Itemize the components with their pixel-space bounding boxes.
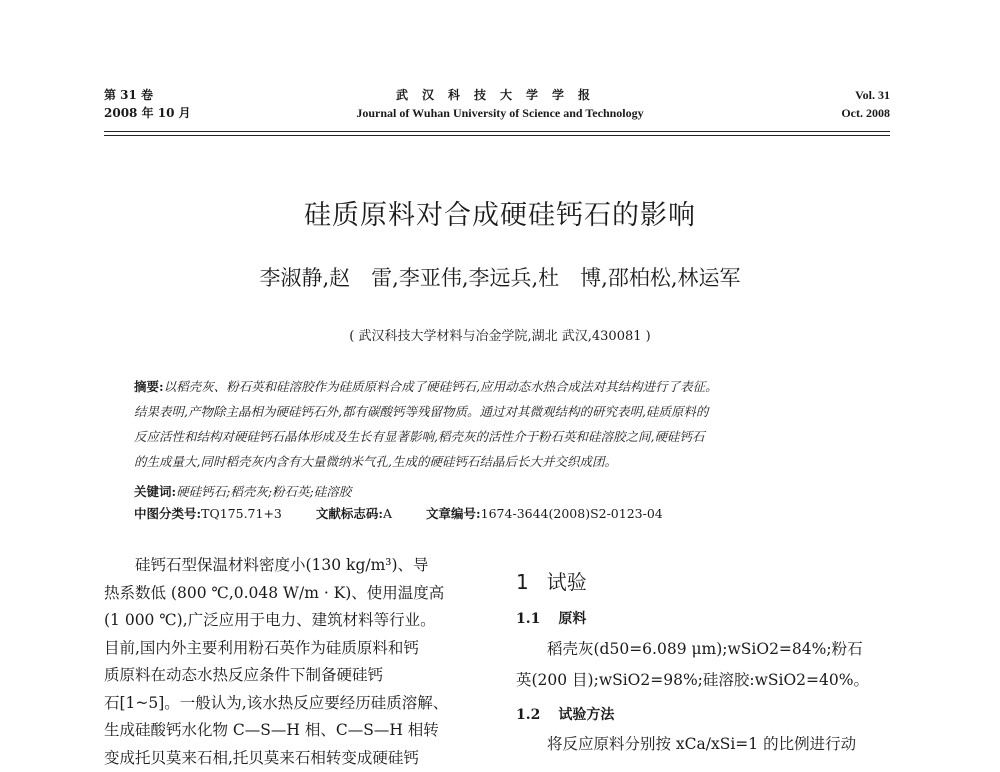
body-line: 英(200 目);wSiO2=98%;硅溶胶:wSiO2=40%。 [516, 668, 892, 690]
body-line: 热系数低 (800 ℃,0.048 W/m · K)、使用温度高 [104, 580, 482, 608]
author-list: 李淑静,赵 雷,李亚伟,李远兵,杜 博,邵柏松,林运军 [0, 262, 1000, 292]
body-line: 硅钙石型保温材料密度小(130 kg/m³)、导 [104, 552, 482, 580]
doc-code-label: 文献标志码: [316, 506, 383, 521]
keywords-text: 硬硅钙石;稻壳灰;粉石英;硅溶胶 [176, 484, 351, 499]
subsection-title: 原料 [558, 611, 586, 627]
header-right [841, 86, 890, 122]
clc-label: 中图分类号: [134, 506, 201, 521]
subsection-title: 试验方法 [558, 707, 614, 723]
clc-value: TQ175.71+3 [201, 506, 282, 521]
classification-info [134, 504, 663, 522]
article-id-value: 1674-3644(2008)S2-0123-04 [481, 506, 663, 521]
header-rule [104, 131, 890, 132]
article-id-label: 文章编号: [426, 506, 481, 521]
keywords-label: 关键词: [134, 484, 176, 499]
abstract-line: 以稻壳灰、粉石英和硅溶胶作为硅质原料合成了硬硅钙石,应用动态水热合成法对其结构进行了表征。 [164, 379, 718, 394]
body-line: (1 000 ℃),广泛应用于电力、建筑材料等行业。 [104, 607, 482, 635]
subsection-number: 1.1 [516, 611, 540, 627]
abstract [134, 374, 894, 474]
body-line: 变成托贝莫来石相,托贝莫来石相转变成硬硅钙 [104, 745, 482, 772]
date-en: Oct. 2008 [841, 104, 890, 122]
volume-cn: 第 31 卷 [104, 86, 191, 104]
affiliation: ( 武汉科技大学材料与冶金学院,湖北 武汉,430081 ) [0, 325, 1000, 344]
volume-en: Vol. 31 [841, 86, 890, 104]
abstract-line: 的生成量大,同时稻壳灰内含有大量微纳米气孔,生成的硬硅钙石结晶后长大并交织成团。 [134, 449, 894, 474]
body-line: 质原料在动态水热反应条件下制备硬硅钙 [104, 662, 482, 690]
body-line: 将反应原料分别按 xCa/xSi=1 的比例进行动 [516, 732, 892, 754]
abstract-label: 摘要: [134, 379, 164, 394]
section-number: 1 [516, 570, 529, 594]
journal-name-en: Journal of Wuhan University of Science and Technology [0, 104, 1000, 122]
section-title: 试验 [547, 570, 587, 594]
body-line: 生成硅酸钙水化物 C—S—H 相、C—S—H 相转 [104, 717, 482, 745]
left-column [104, 552, 482, 772]
section-heading [516, 566, 587, 595]
subsection-number: 1.2 [516, 707, 540, 723]
header-rule-thin [104, 135, 890, 136]
body-line: 稻壳灰(d50=6.089 μm);wSiO2=84%;粉石 [516, 637, 892, 659]
doc-code-value: A [383, 506, 392, 521]
body-line: 石[1~5]。一般认为,该水热反应要经历硅质溶解、 [104, 690, 482, 718]
body-line: 目前,国内外主要利用粉石英作为硅质原料和钙 [104, 635, 482, 663]
subsection-heading [516, 704, 614, 724]
date-cn: 2008 年 10 月 [104, 104, 191, 122]
subsection-heading [516, 608, 586, 628]
abstract-line: 结果表明,产物除主晶相为硬硅钙石外,都有碳酸钙等残留物质。通过对其微观结构的研究表明,硅质原料的 [134, 399, 894, 424]
paper-title: 硅质原料对合成硬硅钙石的影响 [0, 193, 1000, 232]
keywords [134, 482, 351, 500]
abstract-line: 反应活性和结构对硬硅钙石晶体形成及生长有显著影响,稻壳灰的活性介于粉石英和硅溶胶之间,硬硅钙石 [134, 424, 894, 449]
journal-name-cn: 武汉科技大学学报 [0, 86, 1000, 104]
